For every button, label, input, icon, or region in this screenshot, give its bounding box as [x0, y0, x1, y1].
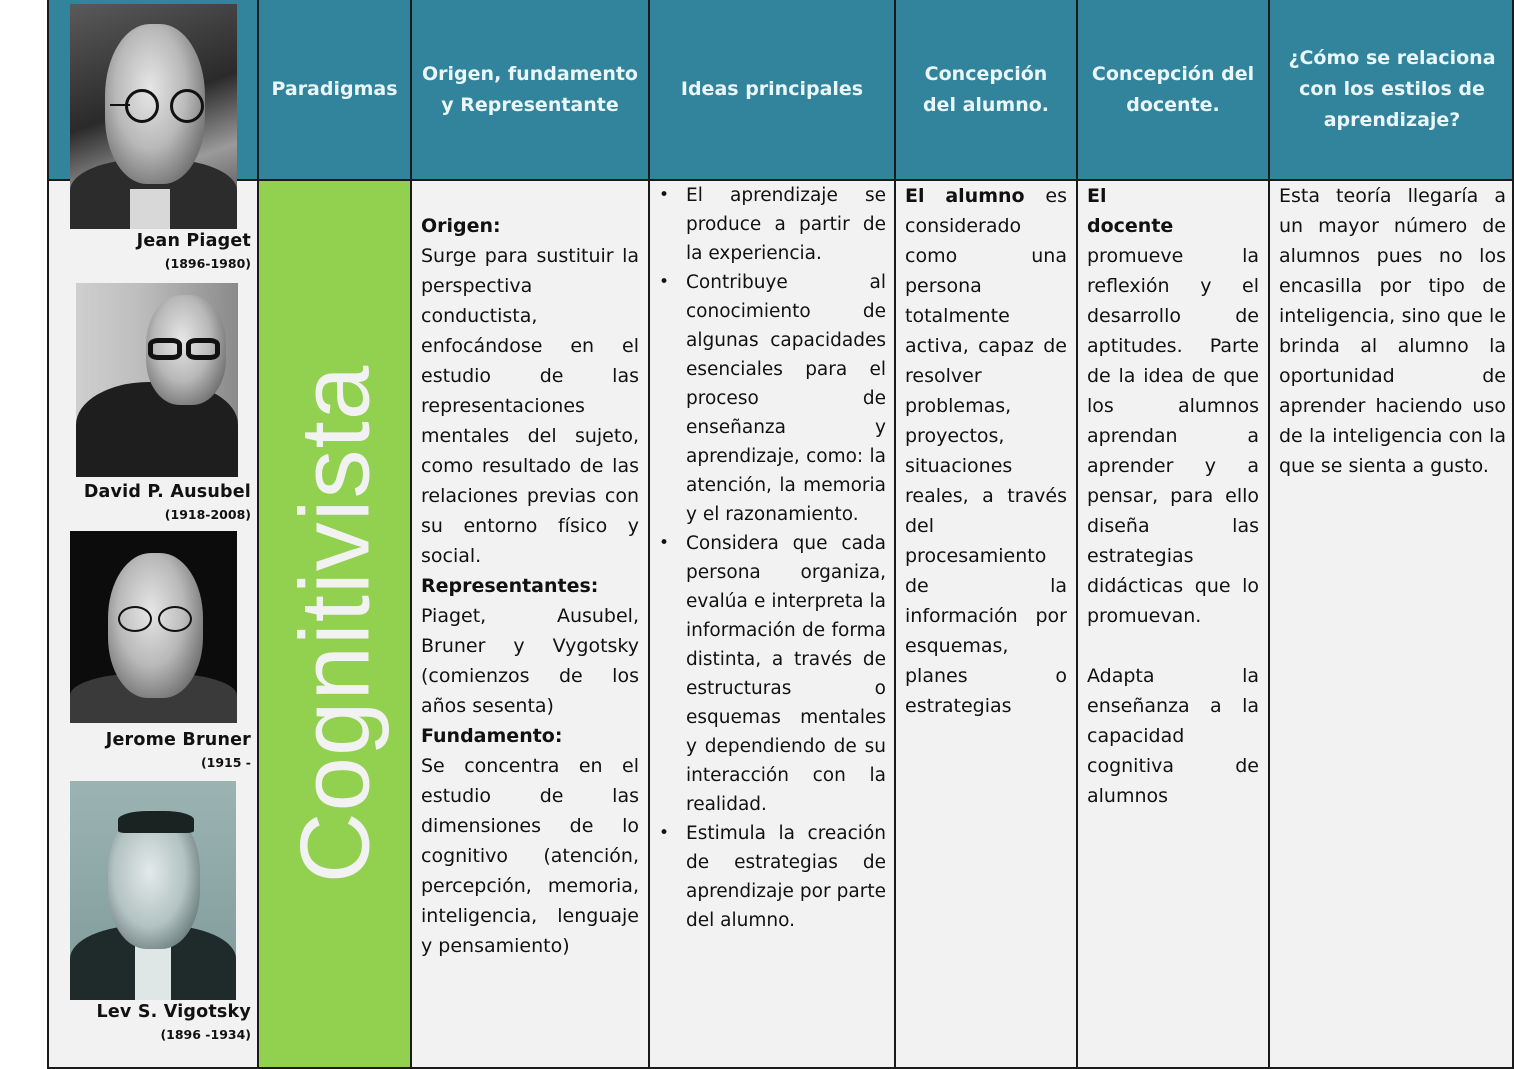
origen-label: Origen:	[421, 215, 501, 237]
header-alumno: Concepción del alumno.	[896, 0, 1078, 179]
portrait-photo-vigotsky	[70, 781, 236, 1000]
header-docente: Concepción del docente.	[1078, 0, 1270, 179]
header-origen: Origen, fundamento y Representante	[412, 0, 650, 179]
body-row	[49, 181, 1512, 1067]
portrait-name: Lev S. Vigotsky	[96, 1002, 251, 1022]
idea-item: • Estimula la creación de estrategias de aprendizaje por parte del alumno.	[656, 819, 886, 935]
representantes-text: Piaget, Ausubel, Bruner y Vygotsky (comienzos de los años sesenta)	[421, 605, 639, 717]
representantes-label: Representantes:	[421, 575, 599, 597]
origen-cell	[412, 181, 650, 1067]
portrait-name: Jean Piaget	[136, 231, 251, 251]
alumno-lead-bold: alumno	[945, 185, 1025, 207]
portrait-photo-bruner	[70, 531, 237, 723]
portrait-years: (1918-2008)	[164, 507, 251, 522]
docente-content	[1087, 181, 1259, 811]
paradigm-cell	[259, 181, 412, 1067]
portrait-photo-ausubel	[76, 283, 238, 477]
docente-text: promueve la reflexión y el desarrollo de aptitudes. Parte de la idea de que los alumnos aprendan a aprender y a pensar, para ello diseña las estrategias didácticas que lo promuevan.	[1087, 245, 1259, 627]
docente-cell	[1078, 181, 1270, 1067]
idea-item: • Contribuye al conocimiento de algunas capacidades esenciales para el proceso de enseñanza y aprendizaje, como: la atención, la memoria y el razonamiento.	[656, 268, 886, 529]
portrait-years: (1915 -	[200, 755, 251, 770]
portrait-years: (1896 -1934)	[160, 1027, 251, 1042]
alumno-content	[905, 181, 1067, 721]
alumno-lead-1: El	[905, 185, 925, 207]
paradigm-label: Cognitivista	[279, 364, 389, 884]
ideas-cell	[650, 181, 896, 1067]
idea-item: • El aprendizaje se produce a partir de la experiencia.	[656, 181, 886, 268]
origen-content	[421, 211, 639, 961]
idea-item: • Considera que cada persona organiza, evalúa e interpreta la información de forma distinta, a través de estructuras o esquemas mentales y dependiendo de su interacción con la realidad.	[656, 529, 886, 819]
estilos-text: Esta teoría llegaría a un mayor número de alumnos pues no los encasilla por tipo de inteligencia, sino que le brinda al alumno la oportunidad de aprender haciendo uso de la inteligencia con la que se sienta a gusto.	[1279, 185, 1506, 477]
portrait-years: (1896-1980)	[164, 256, 251, 271]
header-estilos: ¿Cómo se relaciona con los estilos de aprendizaje?	[1288, 47, 1496, 131]
alumno-cell	[896, 181, 1078, 1067]
portrait-name: Jerome Bruner	[105, 730, 251, 750]
portrait-name: David P. Ausubel	[83, 482, 251, 502]
estilos-cell	[1270, 181, 1514, 1067]
docente-text-2: Adapta la enseñanza a la capacidad cognitiva de alumnos	[1087, 665, 1259, 807]
alumno-text: es considerado como una persona totalmente activa, capaz de resolver problemas, proyectos, situaciones reales, a través del procesamiento de la información por esquemas, planes o estrategias	[905, 185, 1067, 717]
paradigm-table	[47, 0, 1514, 1069]
header-ideas: Ideas principales	[650, 0, 896, 179]
origen-text: Surge para sustituir la perspectiva conductista, enfocándose en el estudio de las representaciones mentales del sujeto, como resultado de las relaciones previas con su entorno físico y social.	[421, 245, 639, 567]
ideas-list	[656, 181, 886, 935]
fundamento-text: Se concentra en el estudio de las dimensiones de lo cognitivo (atención, percepción, memoria, inteligencia, lenguaje y pensamiento)	[421, 755, 639, 957]
header-paradigmas: Paradigmas	[259, 0, 412, 179]
portrait-photo-piaget	[70, 4, 237, 229]
header-row	[49, 0, 1512, 181]
fundamento-label: Fundamento:	[421, 725, 563, 747]
docente-lead-bold: El docente	[1087, 185, 1174, 237]
